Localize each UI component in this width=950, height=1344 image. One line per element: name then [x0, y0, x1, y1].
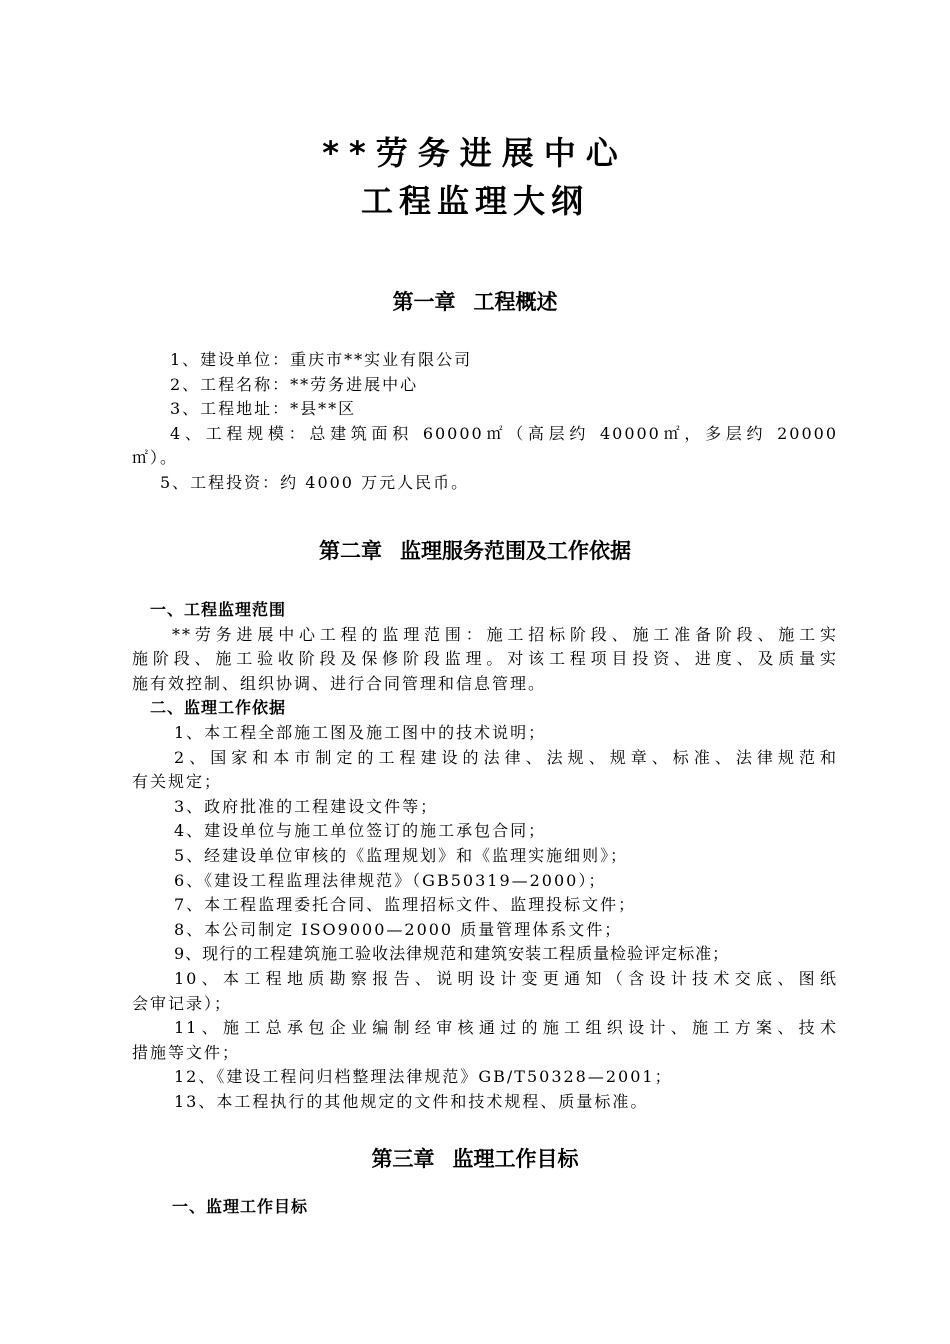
section-heading: 二、监理工作依据: [150, 698, 287, 718]
list-item: 10、本工程地质勘察报告、说明设计变更通知（含设计技术交底、图纸: [174, 968, 838, 988]
chapter-1-number: 第一章: [392, 290, 456, 314]
list-item: 7、本工程监理委托合同、监理招标文件、监理投标文件；: [174, 895, 637, 915]
list-item: 8、本公司制定 ISO9000—2000 质量管理体系文件；: [174, 919, 623, 939]
chapter-3-number: 第三章: [371, 1147, 435, 1171]
list-item: 12、《建设工程问归档整理法律规范》GB/T50328—2001；: [174, 1067, 673, 1087]
list-item: 6、《建设工程监理法律规范》（GB50319—2000）；: [174, 870, 607, 890]
list-item: 4、工程规模：总建筑面积 60000㎡（高层约 40000㎡，多层约 20000: [170, 423, 838, 443]
list-item: 5、工程投资：约 4000 万元人民币。: [160, 472, 470, 492]
list-item: 3、工程地址：*县**区: [170, 399, 357, 419]
paragraph-line: 施有效控制、组织协调、进行合同管理和信息管理。: [132, 673, 547, 693]
list-item-continued: 会审记录）；: [132, 993, 233, 1013]
list-item-continued: ㎡）。: [132, 448, 179, 468]
section-heading: 一、监理工作目标: [172, 1197, 309, 1216]
list-item: 13、本工程执行的其他规定的文件和技术规程、质量标准。: [174, 1091, 649, 1111]
list-item: 5、经建设单位审核的《监理规划》和《监理实施细则》；: [174, 845, 629, 865]
list-item: 9、现行的工程建筑施工验收法律规范和建筑安装工程质量检验评定标准；: [174, 944, 730, 964]
list-item: 1、本工程全部施工图及施工图中的技术说明；: [174, 722, 547, 742]
chapter-1-heading: [0, 286, 950, 316]
list-item: 4、建设单位与施工单位签订的施工承包合同；: [174, 821, 547, 841]
chapter-1-title: 工程概述: [473, 290, 558, 314]
chapter-2-heading: [0, 535, 950, 565]
list-item-continued: 有关规定；: [132, 772, 223, 792]
paragraph-line: **劳务进展中心工程的监理范围：施工招标阶段、施工准备阶段、施工实: [172, 624, 838, 644]
list-item: 2、国家和本市制定的工程建设的法律、法规、规章、标准、法律规范和: [174, 747, 838, 767]
list-item: 2、工程名称：**劳务进展中心: [170, 374, 419, 394]
chapter-2-number: 第二章: [319, 539, 382, 563]
section-heading: 一、工程监理范围: [150, 600, 287, 619]
list-item: 3、政府批准的工程建设文件等；: [174, 796, 439, 816]
chapter-3-heading: [0, 1143, 950, 1173]
list-item: 11、施工总承包企业编制经审核通过的施工组织设计、施工方案、技术: [174, 1018, 838, 1038]
list-item-continued: 措施等文件；: [132, 1042, 241, 1062]
chapter-2-title: 监理服务范围及工作依据: [400, 539, 631, 563]
document-title-line2: 工程监理大纲: [360, 182, 589, 220]
document-title-line1: **劳务进展中心: [322, 134, 628, 172]
chapter-1-items: [132, 348, 838, 496]
chapter-3-body: [132, 1195, 838, 1220]
chapter-2-body: [132, 598, 838, 1114]
chapter-3-title: 监理工作目标: [452, 1147, 579, 1171]
list-item: 1、建设单位：重庆市**实业有限公司: [170, 350, 473, 369]
paragraph-line: 施阶段、施工验收阶段及保修阶段监理。对该工程项目投资、进度、及质量实: [132, 649, 838, 669]
